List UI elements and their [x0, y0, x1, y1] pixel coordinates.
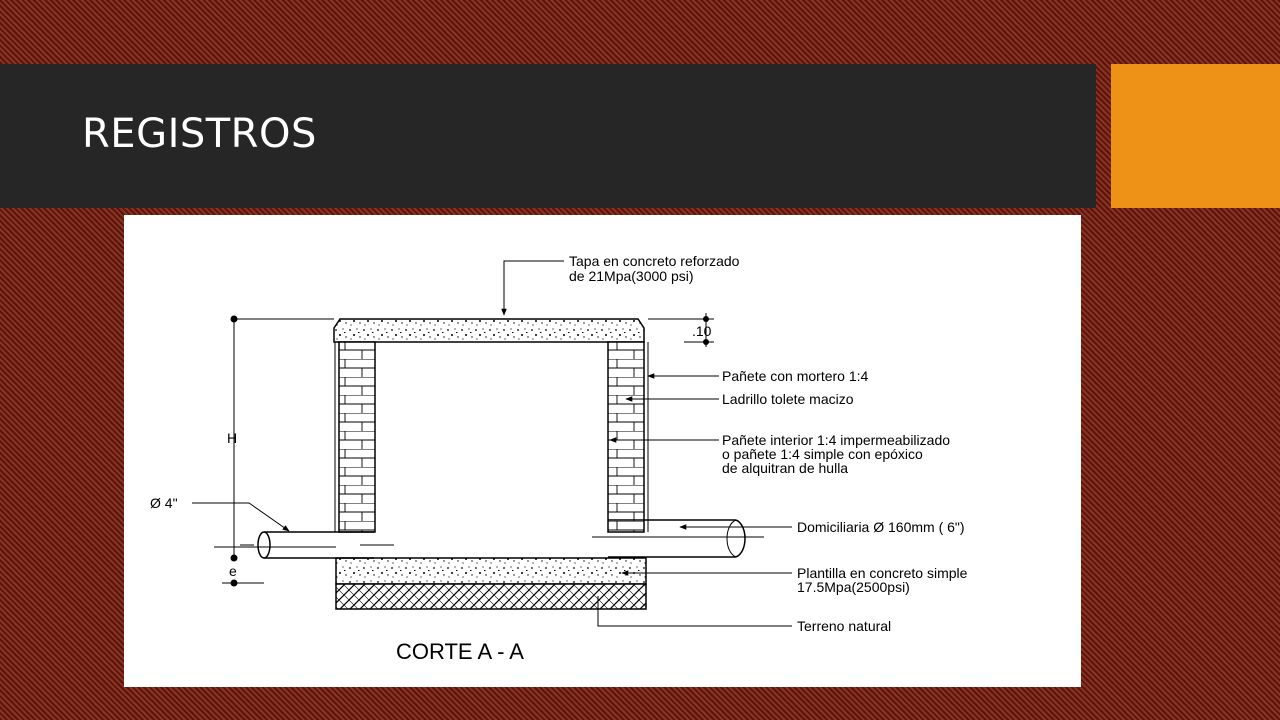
domiciliaria-label: Domiciliaria Ø 160mm ( 6") [797, 519, 965, 535]
natural-terrain [336, 584, 646, 609]
right-wall [608, 342, 644, 532]
left-wall [339, 342, 375, 532]
panete-mortero-label: Pañete con mortero 1:4 [722, 368, 869, 384]
tapa-label-line2: de 21Mpa(3000 psi) [569, 268, 694, 284]
height-dimension [214, 316, 336, 587]
tapa-leader [504, 261, 564, 315]
cover-slab [334, 319, 644, 342]
cover-thickness-label: .10 [692, 323, 712, 339]
ladrillo-label: Ladrillo tolete macizo [722, 391, 854, 407]
terreno-label: Terreno natural [797, 618, 892, 634]
pipe-left-leader [192, 503, 289, 531]
accent-block [1111, 64, 1280, 208]
plantilla-label-line2: 17.5Mpa(2500psi) [797, 579, 910, 595]
panete-interior-label-line2: o pañete 1:4 simple con epóxico [722, 446, 923, 462]
panete-interior-label-line1: Pañete interior 1:4 impermeabilizado [722, 432, 951, 448]
pipe-left-label: Ø 4" [150, 495, 178, 511]
base-thickness-label: e [229, 563, 237, 579]
slide-title: REGISTROS [82, 111, 317, 157]
plantilla-label-line1: Plantilla en concreto simple [797, 565, 968, 581]
base-slab [336, 558, 646, 584]
section-drawing [124, 215, 1081, 687]
panete-interior-label-line3: de alquitran de hulla [722, 460, 849, 476]
left-pipe [240, 532, 394, 558]
section-caption: CORTE A - A [396, 639, 524, 664]
height-label: H [227, 430, 238, 446]
section-diagram-svg [124, 215, 1081, 687]
tapa-label-line1: Tapa en concreto reforzado [569, 253, 740, 269]
